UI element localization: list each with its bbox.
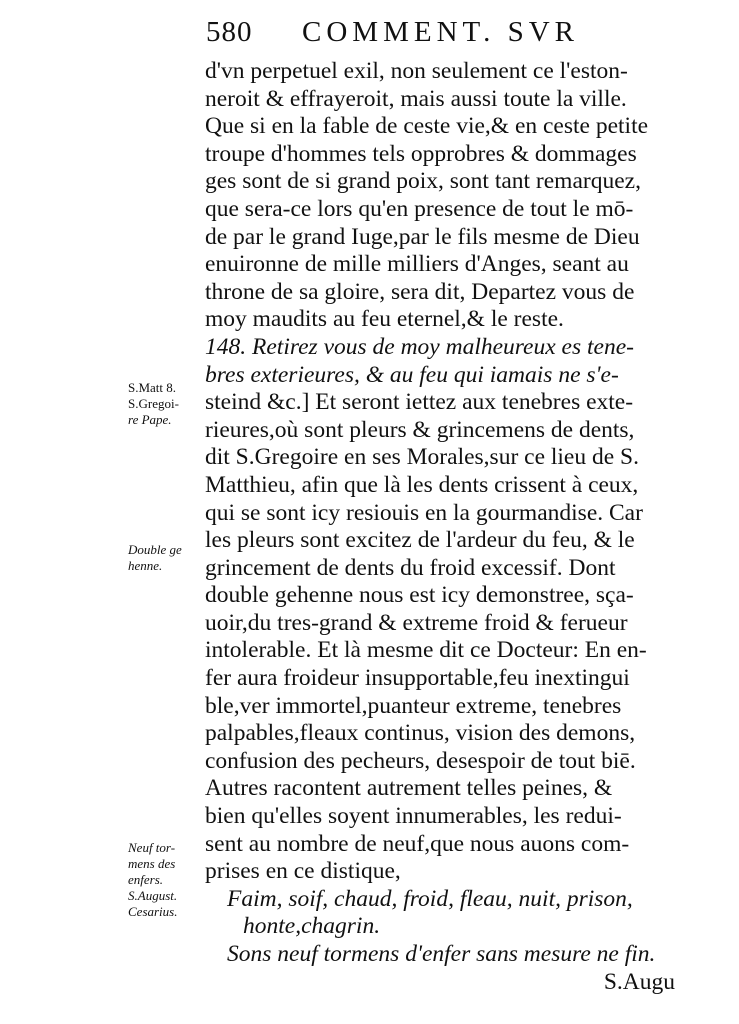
text-line: neroit & effrayeroit, mais aussi toute la ville.	[205, 85, 627, 112]
verse-line: Sons neuf tormens d'enfer sans mesure ne fin.	[227, 941, 656, 967]
margin-note-gregoire	[128, 380, 204, 428]
text-line: confusion des pecheurs, desespoir de tout biē.	[205, 747, 636, 774]
text-line: les pleurs sont excitez de l'ardeur du feu, & le	[205, 527, 635, 554]
text-line: ble,ver immortel,puanteur extreme, tenebres	[205, 692, 622, 719]
margin-note-line: S.Matt 8.	[128, 380, 177, 395]
text-line: double gehenne nous est icy demonstree, sça-	[205, 582, 634, 609]
margin-note-line: henne.	[128, 558, 163, 573]
margin-note-line: enfers.	[128, 872, 164, 887]
text-line: qui se sont icy resiouis en la gourmandise. Car	[205, 499, 643, 526]
text-line: Autres racontent autrement telles peines, &	[205, 775, 613, 802]
text-line: ges sont de si grand poix, sont tant remarquez,	[205, 168, 641, 195]
text-line: fer aura froideur insupportable,feu inextingui	[205, 665, 630, 692]
margin-note-double-gehenne	[128, 542, 204, 574]
text-line: intolerable. Et là mesme dit ce Docteur: En en-	[205, 637, 647, 664]
margin-note-line: Double ge	[128, 542, 182, 557]
page-header	[206, 16, 666, 56]
text-line: steind &c.] Et seront iettez aux tenebres exte-	[205, 389, 634, 416]
text-line: sent au nombre de neuf,que nous auons com-	[205, 830, 630, 857]
verse-line: Faim, soif, chaud, froid, fleau, nuit, prison,	[227, 885, 633, 912]
text-line: prises en ce distique,	[205, 858, 401, 885]
text-line: grincement de dents du froid excessif. Dont	[205, 554, 616, 581]
text-line: uoir,du tres-grand & extreme froid & ferueur	[205, 609, 628, 636]
text-line: troupe d'hommes tels opprobres & dommages	[205, 140, 637, 167]
text-line: moy maudits au feu eternel,& le reste.	[205, 306, 564, 333]
margin-note-line: S.Gregoi-	[128, 396, 179, 411]
margin-note-line: mens des	[128, 856, 176, 871]
text-line: Que si en la fable de ceste vie,& en ceste petite	[205, 113, 649, 140]
catchword: S.Augu	[603, 968, 675, 995]
margin-note-neuf-torments	[128, 840, 204, 920]
text-line: dit S.Gregoire en ses Morales,sur ce lieu de S.	[205, 444, 639, 471]
text-line: bres exterieures, & au feu qui iamais ne s'e-	[205, 361, 619, 388]
text-line: enuironne de mille milliers d'Anges, seant au	[205, 251, 629, 278]
text-line: throne de sa gloire, sera dit, Departez vous de	[205, 278, 635, 305]
body-text	[205, 58, 675, 996]
margin-note-line: S.August.	[128, 888, 178, 903]
page-number: 580	[206, 16, 253, 48]
text-line: d'vn perpetuel exil, non seulement ce l'eston-	[205, 58, 628, 84]
text-line: bien qu'elles soyent innumerables, les redui-	[205, 803, 622, 830]
running-head: COMMENT. SVR	[302, 16, 579, 48]
margin-note-line: re Pape.	[128, 412, 172, 427]
text-line: Matthieu, afin que là les dents crissent à ceux,	[205, 471, 639, 498]
text-line: que sera-ce lors qu'en presence de tout le mō-	[205, 195, 634, 222]
verse-line: honte,chagrin.	[243, 913, 381, 940]
text-line: palpables,fleaux continus, vision des demons,	[205, 720, 636, 747]
margin-note-line: Neuf tor-	[128, 840, 176, 855]
text-line: de par le grand Iuge,par le fils mesme de Dieu	[205, 223, 640, 250]
margin-note-line: Cesarius.	[128, 904, 178, 919]
text-line: rieures,où sont pleurs & grincemens de dents,	[205, 416, 635, 443]
text-line: 148. Retirez vous de moy malheureux es tene-	[205, 333, 634, 360]
